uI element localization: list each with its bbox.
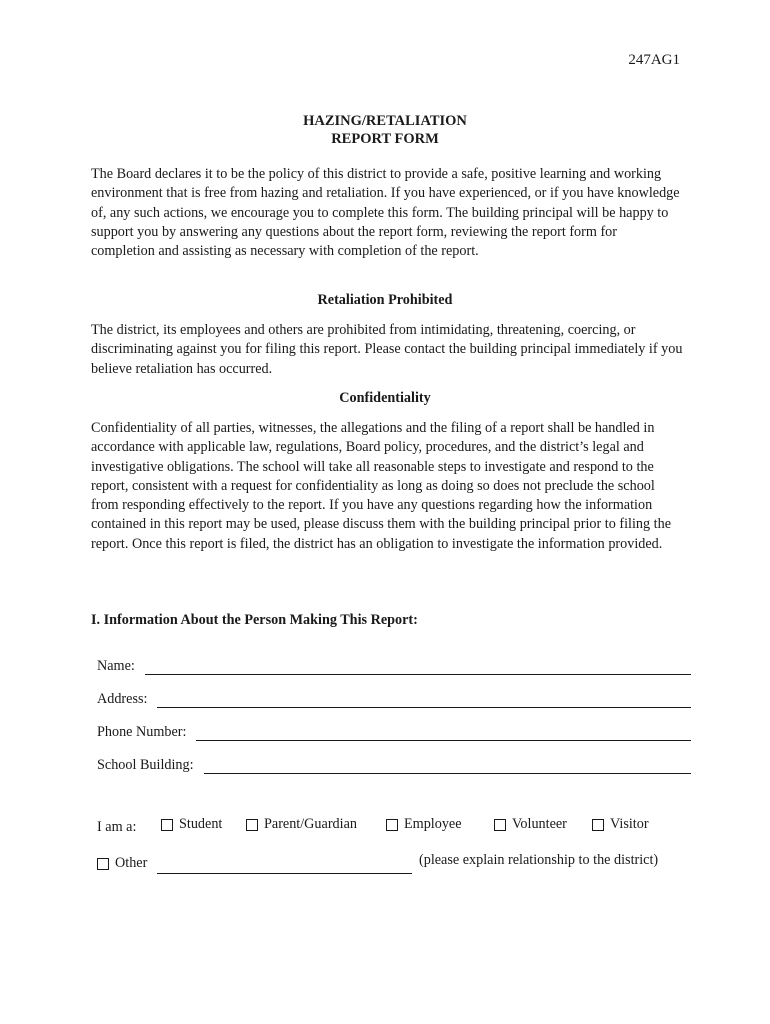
role-option-label: Student: [179, 816, 223, 832]
form-title: [0, 112, 770, 148]
form-title-line2: REPORT FORM: [331, 131, 439, 147]
school-field-row: [97, 757, 691, 774]
confidentiality-heading: Confidentiality: [339, 390, 431, 406]
confidentiality-paragraph: Confidentiality of all parties, witnesses, the allegations and the filing of a report shall be handled in accordance with applicable law, regulations, Board policy, procedures, and the district’s legal and investigative obligations. The school will take all reasonable steps to investigate and respond to the report, consistent with a request for confidentiality as long as doing so does not preclude the school from responding effectively to the report. If you have any questions regarding how the information contained in this report may be used, please discuss them with the building principal prior to filing the report. Once this report is filed, the district has an obligation to investigate the information provided.: [91, 420, 671, 552]
name-field-row: [97, 658, 691, 675]
checkbox-icon[interactable]: [386, 819, 398, 831]
school-label: School Building:: [97, 757, 194, 773]
address-label: Address:: [97, 691, 148, 707]
other-explanation-line[interactable]: [157, 858, 412, 874]
other-explanation-note: (please explain relationship to the district): [419, 852, 659, 868]
document-code: 247AG1: [628, 52, 680, 68]
role-option-employee[interactable]: [386, 816, 462, 833]
phone-input-line[interactable]: [196, 726, 691, 741]
checkbox-icon[interactable]: [592, 819, 604, 831]
role-option-volunteer[interactable]: [494, 816, 567, 833]
checkbox-icon[interactable]: [494, 819, 506, 831]
checkbox-icon[interactable]: [161, 819, 173, 831]
role-option-label: Visitor: [610, 816, 649, 832]
role-option-other[interactable]: [97, 855, 147, 872]
retaliation-paragraph: The district, its employees and others are prohibited from intimidating, threatening, coercing, or discriminating against you for filing this report. Please contact the building principal immediately if you believe retaliation has occurred.: [91, 322, 683, 377]
role-option-label: Parent/Guardian: [264, 816, 357, 832]
phone-label: Phone Number:: [97, 724, 187, 740]
role-option-student[interactable]: [161, 816, 222, 833]
role-label: I am a:: [97, 819, 137, 835]
role-option-visitor[interactable]: [592, 816, 649, 833]
school-input-line[interactable]: [204, 759, 691, 774]
other-role-row: [97, 852, 697, 876]
phone-field-row: [97, 724, 691, 741]
section-heading-reporter-info: I. Information About the Person Making This Report:: [91, 612, 418, 628]
role-option-label: Employee: [404, 816, 462, 832]
intro-paragraph: The Board declares it to be the policy of this district to provide a safe, positive learning and working environment that is free from hazing and retaliation. If you have experienced, or if you have knowledge of, any such actions, we encourage you to complete this form. The building principal will be happy to support you by answering any questions about the report form, reviewing the report form for completion and assisting as necessary with completion of the report.: [91, 166, 680, 260]
role-option-parent[interactable]: [246, 816, 357, 833]
name-label: Name:: [97, 658, 135, 674]
name-input-line[interactable]: [145, 660, 691, 675]
form-title-line1: HAZING/RETALIATION: [303, 113, 467, 129]
role-option-label: Volunteer: [512, 816, 567, 832]
checkbox-icon[interactable]: [246, 819, 258, 831]
retaliation-heading: Retaliation Prohibited: [317, 292, 453, 308]
role-option-label: Other: [115, 855, 148, 871]
address-input-line[interactable]: [157, 693, 691, 708]
role-options-row: [97, 816, 697, 838]
address-field-row: [97, 691, 691, 708]
checkbox-icon[interactable]: [97, 858, 109, 870]
